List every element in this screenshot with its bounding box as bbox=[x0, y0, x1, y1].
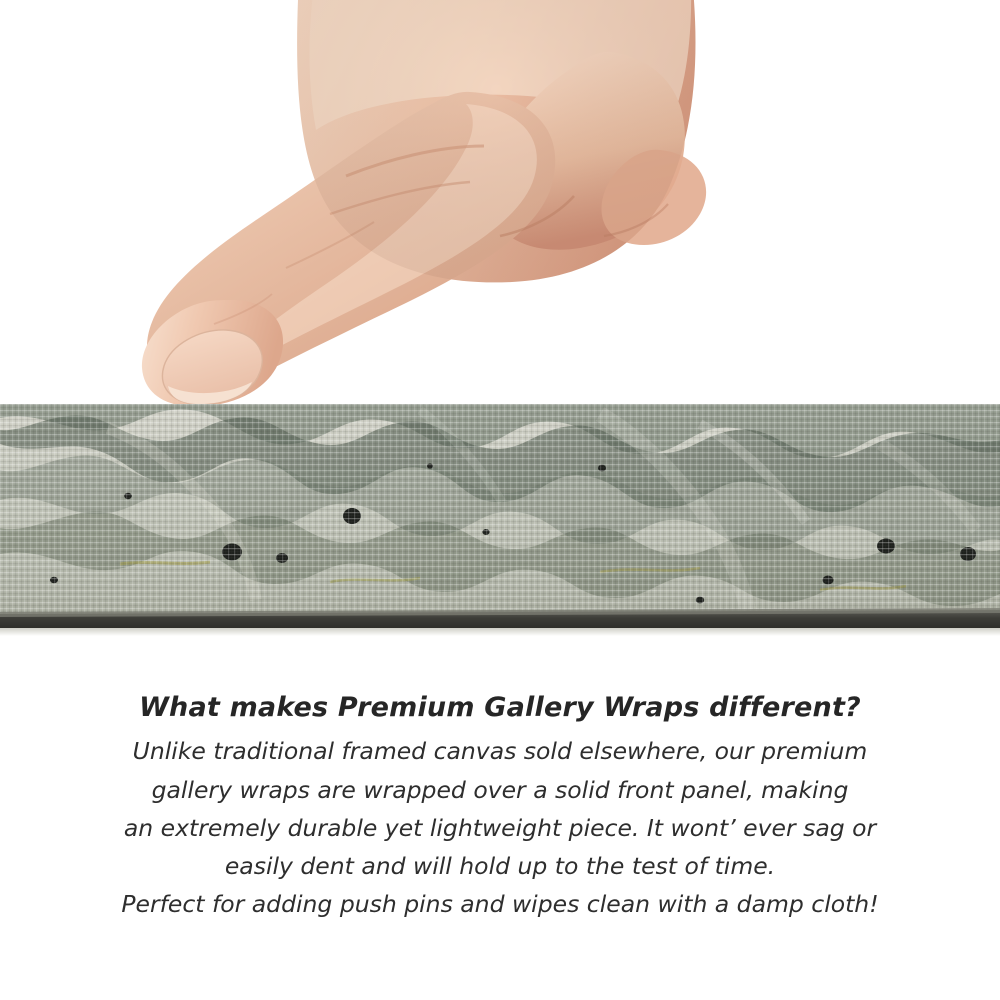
caption-line-3: an extremely durable yet lightweight piece. It wont’ ever sag or bbox=[123, 813, 877, 842]
caption-line-1: Unlike traditional framed canvas sold elsewhere, our premium bbox=[132, 737, 868, 766]
canvas-strip-svg bbox=[0, 404, 1000, 636]
hand-svg bbox=[0, 0, 1000, 408]
caption-heading: What makes Premium Gallery Wraps different? bbox=[139, 692, 861, 723]
caption-block bbox=[0, 690, 1000, 923]
canvas-weave-overlay bbox=[0, 404, 1000, 620]
hand-illustration bbox=[0, 0, 1000, 408]
canvas-edge-strip bbox=[0, 404, 1000, 636]
strip-bottom-fade bbox=[0, 628, 1000, 636]
caption-line-2: gallery wraps are wrapped over a solid front panel, making bbox=[151, 775, 849, 804]
caption-line-4: easily dent and will hold up to the test of time. bbox=[224, 851, 776, 880]
caption-line-5: Perfect for adding push pins and wipes clean with a damp cloth! bbox=[121, 889, 879, 918]
